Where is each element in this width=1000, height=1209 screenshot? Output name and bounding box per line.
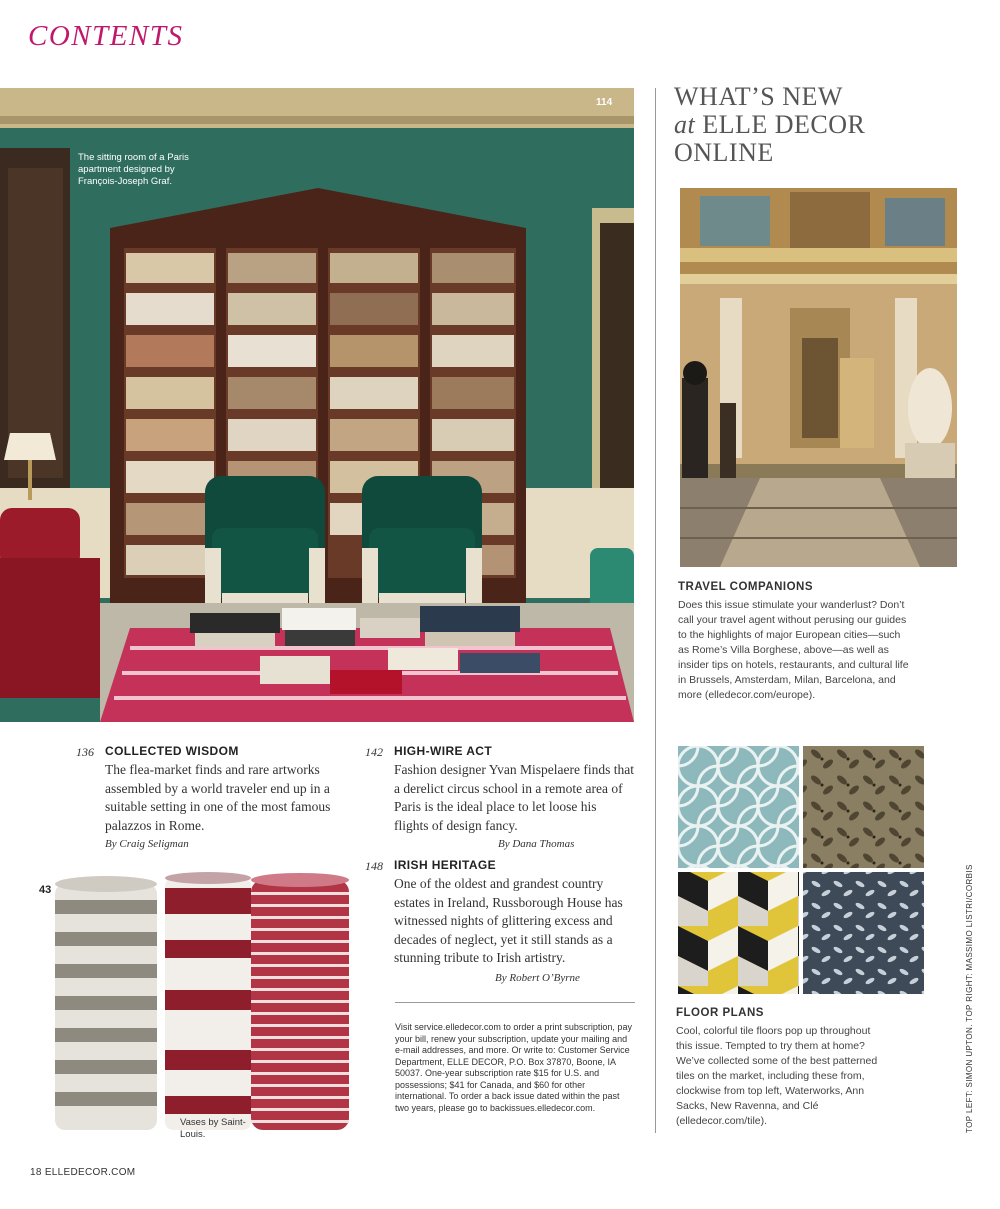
article-body-collected-wisdom: The flea-market finds and rare artworks assembled by a world traveler end up in a suitable setting in one of the most famous palazzos in Rome. (105, 762, 331, 833)
article-byline-collected-wisdom: By Craig Seligman (105, 838, 189, 850)
vases-photo (55, 870, 355, 1140)
whats-new-line1: WHAT’S NEW (674, 82, 843, 111)
contents-title: CONTENTS (28, 20, 184, 52)
article-page-148[interactable]: 148 (365, 859, 383, 873)
article-heading-high-wire-act[interactable]: HIGH-WIRE ACT (394, 744, 493, 758)
article-byline-irish-heritage: By Robert O’Byrne (495, 972, 580, 984)
whats-new-brand: ELLE DECOR (695, 110, 866, 139)
article-page-136[interactable]: 136 (76, 745, 94, 759)
article-body-irish-heritage: One of the oldest and grandest country estates in Ireland, Russborough House has witnessed nights of glittering excess and decades of neglect, yet it still stands as a stunning tribute to Irish artistry. (394, 876, 623, 965)
tile-samples (678, 746, 924, 994)
footer-site[interactable]: ELLEDECOR.COM (44, 1167, 136, 1178)
photo-credit: TOP LEFT: SIMON UPTON. TOP RIGHT: MASSIMO LISTRI/CORBIS (965, 864, 974, 1133)
footer-page-number: 18 (30, 1167, 42, 1178)
article-heading-irish-heritage[interactable]: IRISH HERITAGE (394, 858, 497, 872)
villa-borghese-photo (680, 188, 957, 567)
photo-caption: The sitting room of a Paris apartment designed by François-Joseph Graf. (78, 152, 189, 187)
page-footer (30, 1167, 135, 1178)
article-body-high-wire-act: Fashion designer Yvan Mispelaere finds that a derelict circus school in a remote area of Paris is the ideal place to let loose his flights of design fancy. (394, 762, 634, 833)
travel-body: Does this issue stimulate your wanderlust? Don’t call your travel agent without perusing our guides to the highlights of major European cities—such as Rome’s Villa Borghese, above—as well as insider tips on hotels, restaurants, and cultural life in Brussels, Amsterdam, Milan, Barcelona, and more (elledecor.com/europe). (678, 599, 909, 701)
floor-body: Cool, colorful tile floors pop up throughout this issue. Tempted to try them at home? We’ve collected some of the best patterned tiles on the market, including these from, clockwise from top left, Waterworks, Ann Sacks, New Ravenna, and Clé (elledecor.com/tile). (676, 1025, 878, 1127)
travel-heading: TRAVEL COMPANIONS (678, 581, 814, 593)
photo-page-number: 114 (596, 97, 613, 108)
whats-new-heading (674, 83, 974, 167)
service-divider (395, 1002, 635, 1003)
floor-heading: FLOOR PLANS (676, 1007, 764, 1019)
subscription-info: Visit service.elledecor.com to order a print subscription, pay your bill, renew your subscription, update your mailing and e-mail addresses, and more. Or write to: Customer Service Department, ELLE DECOR, P.O. Box 37870, Boone, IA 50037. One-year subscription rate $15 for U.S. and possessions; $41 for Canada, and $60 for other international. To order a back issue dated within the past two years, please go to backissues.elledecor.com. (395, 1022, 632, 1113)
article-byline-high-wire-act: By Dana Thomas (498, 838, 575, 850)
whats-new-at: at (674, 110, 696, 139)
whats-new-line2 (674, 111, 974, 139)
column-divider (655, 88, 656, 1133)
article-page-142[interactable]: 142 (365, 745, 383, 759)
vases-page-number: 43 (39, 884, 52, 896)
whats-new-line3: ONLINE (674, 138, 774, 167)
article-heading-collected-wisdom[interactable]: COLLECTED WISDOM (105, 744, 239, 758)
vases-caption: Vases by Saint-Louis. (180, 1117, 246, 1140)
